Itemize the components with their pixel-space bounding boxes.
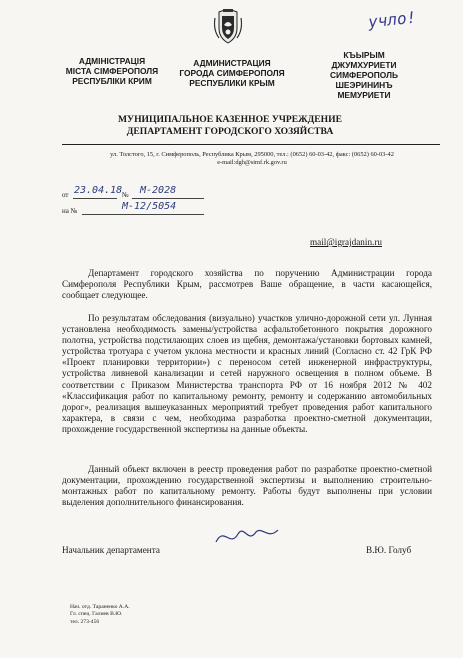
- number-label: №: [122, 191, 129, 199]
- header-left: [52, 56, 172, 86]
- header-center-line: АДМИНИСТРАЦИЯ: [193, 58, 271, 68]
- footer-line: Нач. отд. Тараненко А.А.: [70, 604, 130, 610]
- recipient-email: mail@igrajdanin.ru: [310, 237, 382, 247]
- body-paragraph-3: [62, 464, 432, 508]
- institution-line-1: МУНИЦИПАЛЬНОЕ КАЗЕННОЕ УЧРЕЖДЕНИЕ: [118, 114, 342, 125]
- header-left-line: АДМІНІСТРАЦІЯ: [78, 56, 146, 66]
- header-right-line: СИМФЕРОПОЛЬ: [330, 70, 398, 80]
- body-paragraph-1-text: Департамент городского хозяйства по поручению Администрации города Симферополя Республики Крым, рассмотрев Ваше обращение, в части касающейся, сообщает следующее.: [62, 268, 432, 301]
- header-left-line: РЕСПУБЛІКИ КРИМ: [72, 76, 152, 86]
- footer-executors: [70, 604, 230, 626]
- address-email: e-mail:dgh@simf.rk.gov.ru: [217, 159, 287, 166]
- date-line: [73, 198, 117, 199]
- footer-line: Гл. спец. Галиев В.Ю.: [70, 611, 123, 618]
- body-paragraph-3-text: Данный объект включен в реестр проведения работ по разработке проектно-сметной документации, прохождению государственной экспертизы и выполнению строительно-монтажных работ по капитальному ремонту. Работы будут выполнены при условии выделения дополнительного финансирования.: [62, 464, 432, 508]
- header-right-line: МЕМУРИЕТИ: [337, 90, 391, 100]
- crimea-coat-of-arms-icon: [213, 8, 243, 46]
- header-center-line: РЕСПУБЛИКИ КРЫМ: [189, 78, 275, 88]
- footer-line: тел. 273-456: [70, 618, 100, 625]
- number-line: [132, 198, 204, 199]
- institution-line-2: ДЕПАРТАМЕНТ ГОРОДСКОГО ХОЗЯЙСТВА: [126, 125, 334, 137]
- reference-block: [62, 185, 232, 219]
- header-divider: [62, 144, 440, 145]
- handwritten-note: учло!: [367, 7, 418, 32]
- institution-name: [60, 114, 400, 137]
- header-left-line: МІСТА СІМФЕРОПОЛЯ: [65, 66, 159, 76]
- header-right: [312, 50, 416, 100]
- header-right-line: ШЕЭРИНИНЪ: [335, 80, 393, 90]
- header-right-line: КЪЫРЫМ: [343, 50, 385, 60]
- header-center: [172, 58, 292, 88]
- incoming-line: [82, 214, 204, 215]
- address-line: ул. Толстого, 15, г. Симферополь, Республика Крым, 295000, тел.: (0652) 60-03-42, факс: (0652) 60-03-42: [110, 151, 394, 158]
- body-paragraph-1: [62, 268, 432, 301]
- from-label: от: [62, 191, 69, 199]
- signature-scribble: [212, 520, 282, 550]
- body-paragraph-2-text: По результатам обследования (визуально) участков улично-дорожной сети ул. Лунная установлена необходимость замены/устройства асфальтобетонного покрытия дорожного полотна, устройства подстилающих слоев из щебня, демонтажа/установки бортовых камней, устройства тротуара с учетом уклона местности и красных линий (Согласно ст. 42 ГрК РФ «Проект планировки территории») с переносом сетей инженерной инфраструктуры, устройства ливневой канализации и сетей наружного освещения в полном объеме. В соответствии с Приказом Министерства транспорта РФ от 16 ноября 2012 № 402 «Классификация работ по капитальному ремонту, ремонту и содержанию автомобильных дорог», реализация вышеуказанных мероприятий требует проведения работ капитального характера, в связи с чем, необходима разработка проектно-сметной документации, прохождение государственной экспертизы на данные объекты.: [62, 313, 432, 434]
- address-block: [62, 151, 442, 167]
- body-paragraph-2: [62, 313, 432, 435]
- handwritten-number: М-2028: [140, 185, 177, 196]
- header-right-line: ДЖУМХУРИЕТИ: [331, 60, 397, 70]
- signature-name: В.Ю. Голуб: [366, 545, 412, 555]
- incoming-label: на №: [62, 207, 78, 215]
- header-center-line: ГОРОДА СИМФЕРОПОЛЯ: [179, 68, 285, 78]
- handwritten-date: 23.04.18: [74, 185, 123, 196]
- handwritten-incoming-number: М-12/5054: [122, 201, 177, 212]
- signature-position: Начальник департамента: [62, 545, 160, 555]
